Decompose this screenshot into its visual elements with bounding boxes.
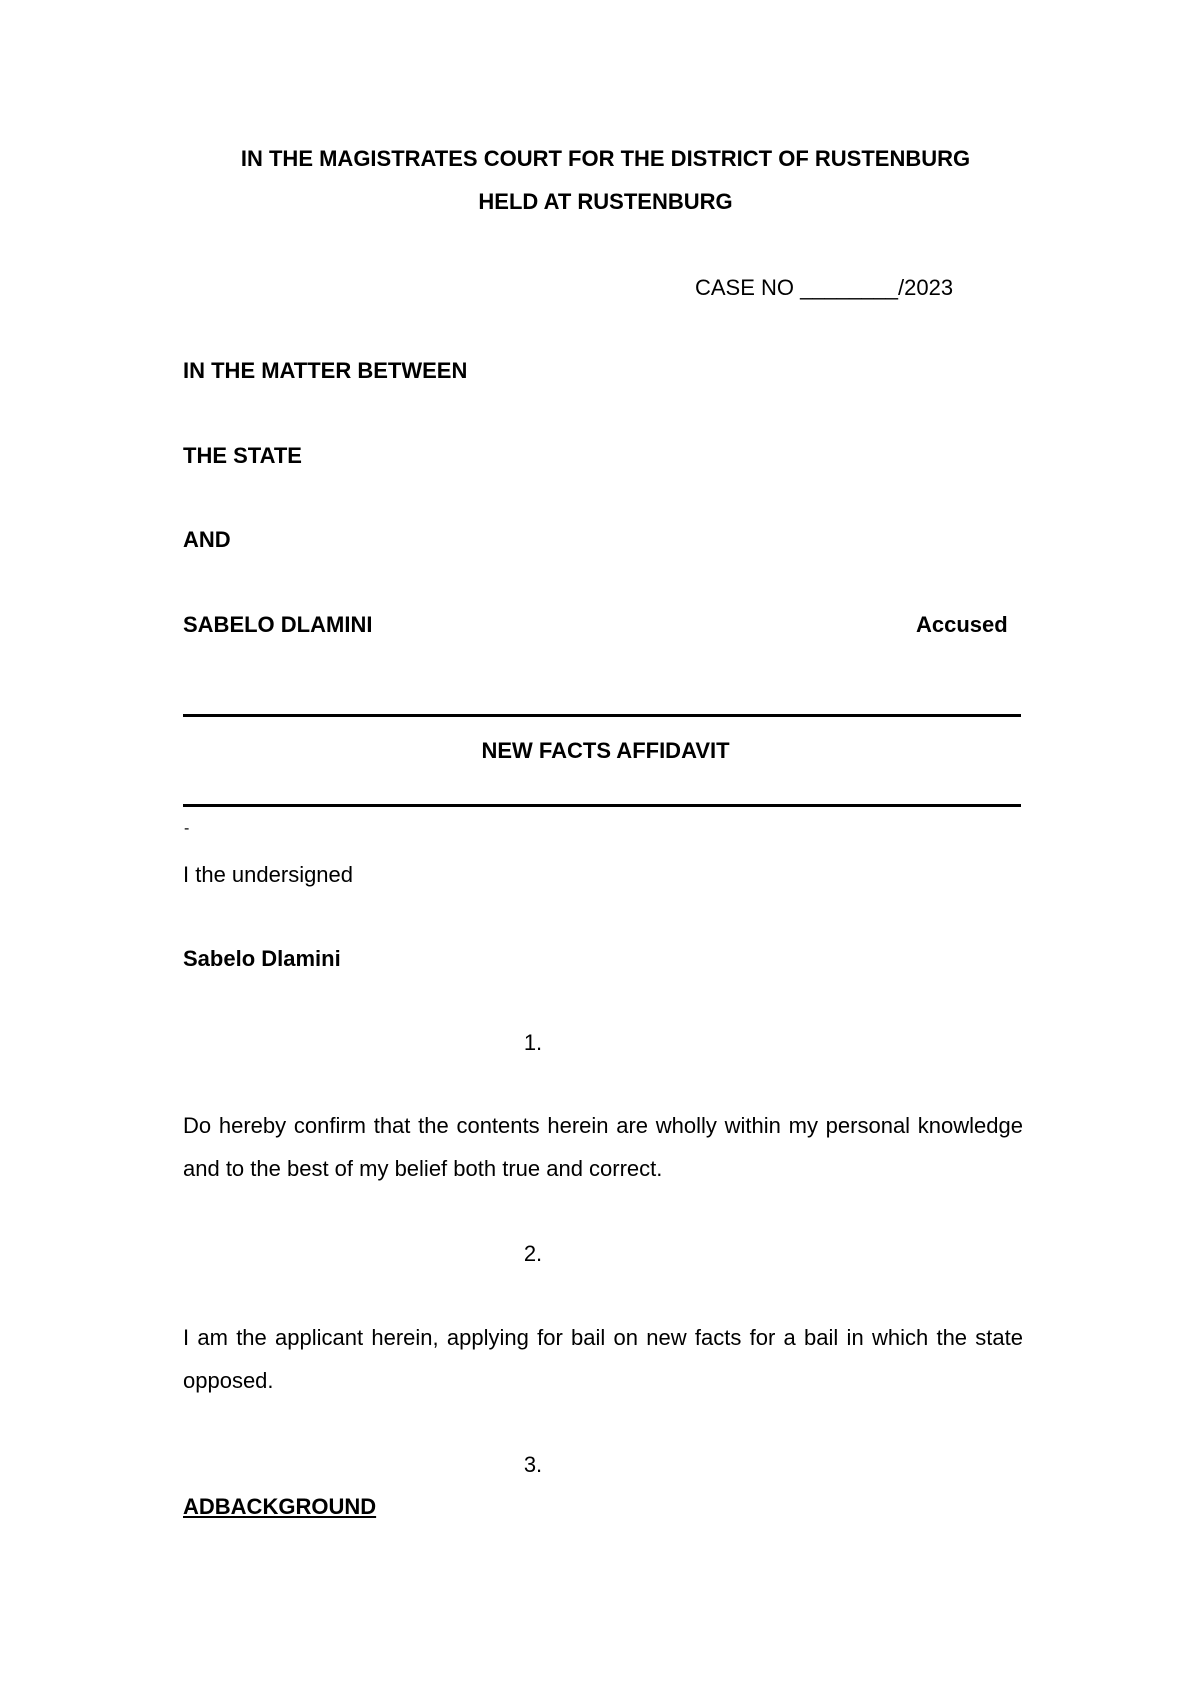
deponent-name: Sabelo Dlamini (183, 946, 341, 971)
paragraph-number-2: 2. (523, 1241, 543, 1266)
first-party: THE STATE (183, 443, 302, 468)
and-label: AND (183, 527, 231, 552)
paragraph-text-2: I am the applicant herein, applying for bail on new facts for a bail in which the state opposed. (183, 1325, 1023, 1393)
second-party: SABELO DLAMINI (183, 612, 373, 637)
court-heading: IN THE MAGISTRATES COURT FOR THE DISTRICT OF RUSTENBURG (240, 146, 971, 171)
stray-mark: - (184, 820, 190, 837)
matter-between-label: IN THE MATTER BETWEEN (183, 358, 468, 383)
document-title: NEW FACTS AFFIDAVIT (481, 738, 730, 763)
case-number: CASE NO ________/2023 (695, 275, 954, 300)
section-heading-background: ADBACKGROUND (183, 1494, 377, 1519)
intro-text: I the undersigned (183, 862, 354, 887)
title-rule-top (183, 714, 1021, 717)
title-rule-bottom (183, 804, 1021, 807)
held-at-heading: HELD AT RUSTENBURG (478, 189, 733, 214)
second-party-role: Accused (916, 612, 1008, 637)
paragraph-text-1: Do hereby confirm that the contents herein are wholly within my personal knowledge and to the best of my belief both true and correct. (183, 1113, 1023, 1181)
paragraph-number-1: 1. (523, 1030, 543, 1055)
paragraph-number-3: 3. (523, 1452, 543, 1477)
